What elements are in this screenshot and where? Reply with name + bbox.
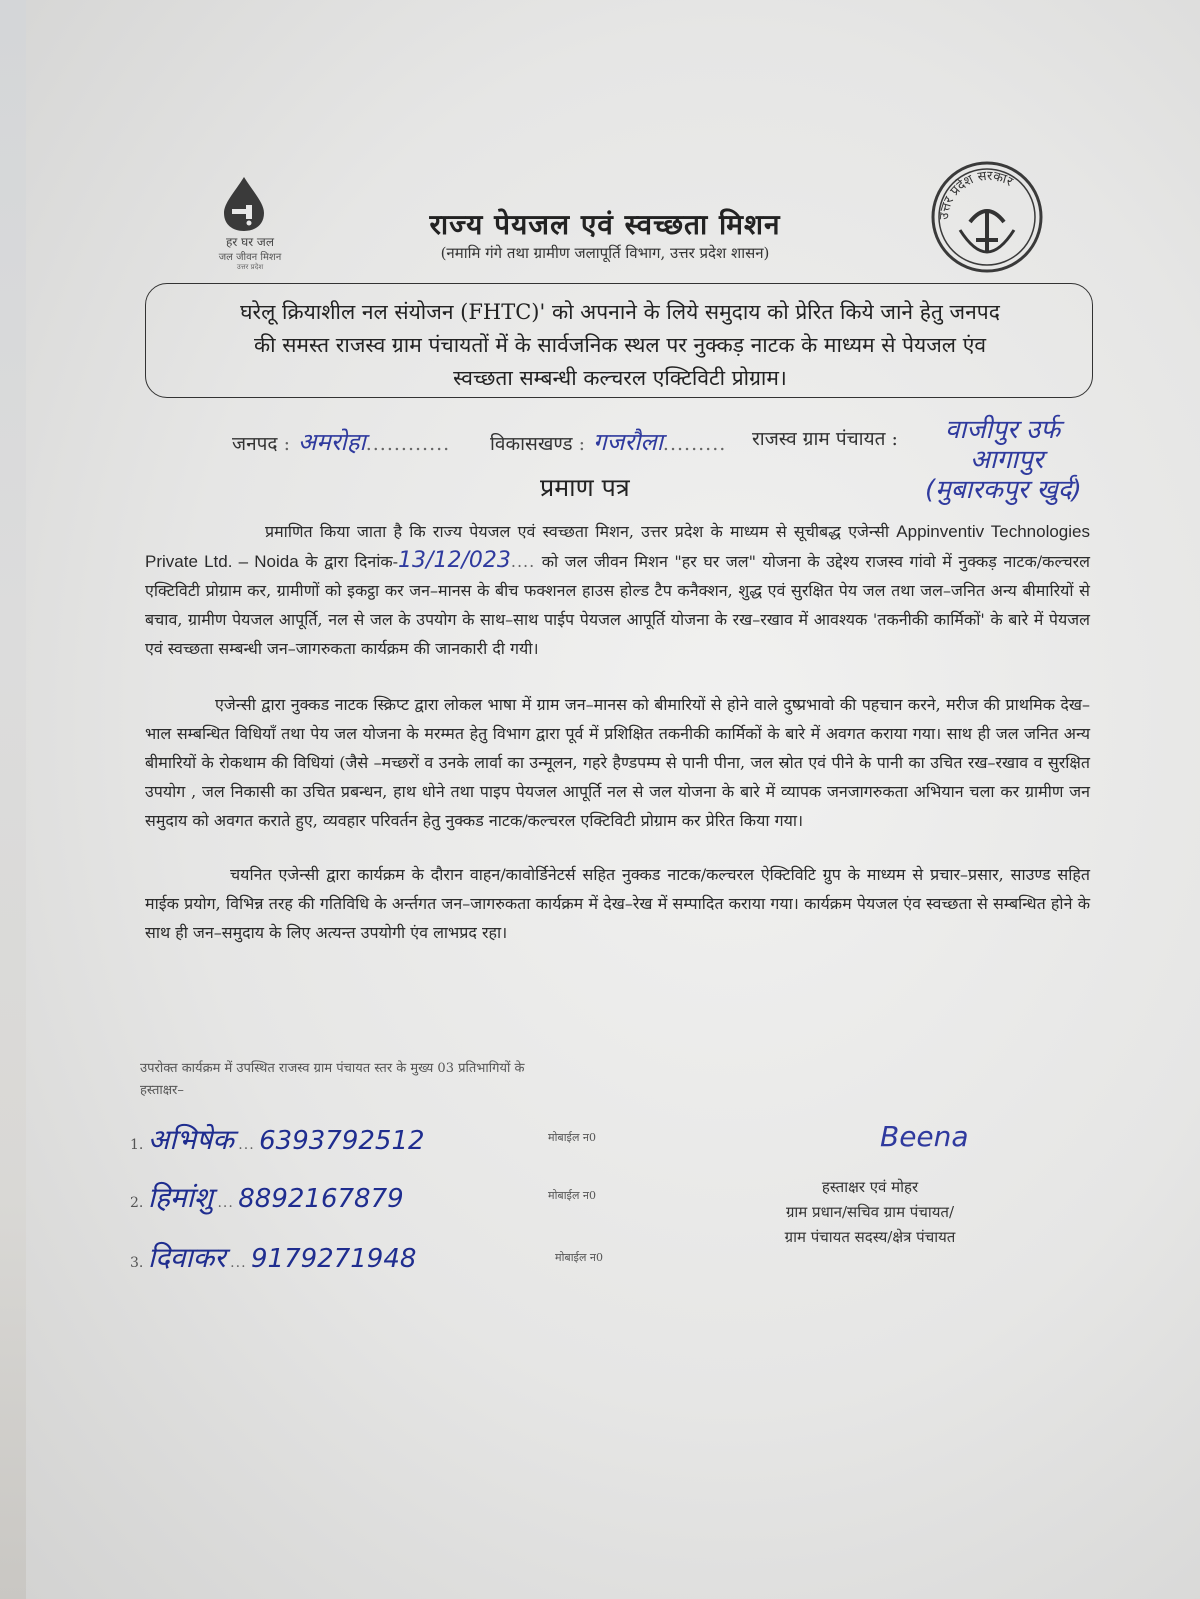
certificate-paragraph-1: प्रमाणित किया जाता है कि राज्य पेयजल एवं स्वच्छता मिशन, उत्तर प्रदेश के माध्यम से सूचीबद्ध एजेन्सी Appinventiv Technologies Private Ltd. – Noida के द्वारा दिनांक-13/12/023.... को जल जीवन मिशन "हर घर जल" योजना के उद्देश्य राजस्व गांवो में नुक्कड़ नाटक/कल्चरल एक्टिविटी प्रोग्राम कर, ग्रामीणों को इकट्ठा कर जन–मानस के बीच फक्शनल हाउस होल्ड टैप कनैक्शन, शुद्ध एवं सुरक्षित पेय जल तथा जल–जनित अन्य बीमारियों से बचाव, ग्रामीण पेयजल आपूर्ति, नल से जल के उपयोग के साथ–साथ पाईप पेयजल आपूर्ति योजना के रख–रखाव में आवश्यक 'तकनीकी कार्मिकों' के बारे में पेयजल एवं स्वच्छता सम्बन्धी जन–जागरुकता कार्यक्रम की जानकारी दी गयी। (145, 522, 1091, 658)
participants-intro-line: उपरोक्त कार्यक्रम में उपस्थित राजस्व ग्राम पंचायत स्तर के मुख्य 03 प्रतिभागियों के (140, 1061, 525, 1076)
para1-text: को जल जीवन मिशन "हर घर जल" योजना के उद्देश्य राजस्व गांवो में नुक्कड़ नाटक/कल्चरल एक्टिविटी प्रोग्राम कर, ग्रामीणों को इकट्ठा कर जन–मानस के बीच फक्शनल हाउस होल्ड टैप कनैक्शन, शुद्ध एवं सुरक्षित पेय जल तथा जल–जनित अन्य बीमारियों से बचाव, ग्रामीण पेयजल आपूर्ति, नल से जल के उपयोग के साथ–साथ पाईप पेयजल आपूर्ति योजना के रख–रखाव में आवश्यक 'तकनीकी कार्मिकों' के बारे में पेयजल एवं स्वच्छता सम्बन्धी जन–जागरुकता कार्यक्रम की जानकारी दी गयी। (145, 552, 1091, 658)
logo-caption: उत्तर प्रदेश (236, 263, 264, 271)
program-description-box (145, 283, 1093, 398)
janpad-value: अमरोहा (298, 428, 366, 456)
participant-number: 2. (130, 1195, 144, 1211)
signatory-line: हस्ताक्षर एवं मोहर (821, 1178, 919, 1196)
signatory-line: ग्राम पंचायत सदस्य/क्षेत्र पंचायत (784, 1228, 956, 1246)
janpad-field: जनपद : अमरोहा............ (232, 428, 451, 456)
mobile-label: मोबाईल न0 (548, 1189, 597, 1202)
participant-name: दिवाकर (147, 1241, 226, 1274)
program-line: स्वच्छता सम्बन्धी कल्चरल एक्टिविटी प्रोग्राम। (453, 366, 787, 390)
participant-mobile: 8892167879 (238, 1184, 404, 1214)
program-line: घरेलू क्रियाशील नल संयोजन (FHTC)' को अपनाने के लिये समुदाय को प्रेरित किये जाने हेतु जनपद (240, 300, 1000, 324)
mobile-label: मोबाईल न0 (555, 1251, 604, 1264)
participant-row: 1. अभिषेक ... 6393792512 (130, 1123, 425, 1156)
up-government-seal (930, 160, 1045, 275)
gram-panchayat-value: (मुबारकपुर खुर्द) (925, 475, 1082, 505)
para1-text: के द्वारा दिनांक- (305, 552, 399, 571)
participant-number: 1. (130, 1137, 144, 1153)
gram-panchayat-label: राजस्व ग्राम पंचायत : (752, 428, 898, 450)
certificate-paragraph-2 (145, 690, 1090, 835)
vikaskhand-label: विकासखण्ड (490, 433, 573, 455)
program-line: की समस्त राजस्व ग्राम पंचायतों में के सार्वजनिक स्थल पर नुक्कड़ नाटक के माध्यम से पेयजल एंव (253, 333, 986, 357)
gram-panchayat-value: वाजीपुर उर्फ (945, 415, 1061, 445)
event-date: 13/12/023 (398, 548, 511, 573)
organization-subtitle: (नमामि गंगे तथा ग्रामीण जलापूर्ति विभाग, उत्तर प्रदेश शासन) (440, 244, 770, 262)
participant-name: हिमांशु (147, 1181, 213, 1214)
participant-row: 3. दिवाकर ... 9179271948 (130, 1241, 417, 1274)
participant-mobile: 9179271948 (250, 1244, 417, 1274)
participants-intro (140, 1058, 700, 1102)
certificate-title: प्रमाण पत्र (540, 473, 630, 502)
logo-caption: हर घर जल (226, 235, 274, 249)
participants-intro-line: हस्ताक्षर– (140, 1083, 184, 1098)
organization-title: राज्य पेयजल एवं स्वच्छता मिशन (429, 208, 781, 241)
para3-text: चयनित एजेन्सी द्वारा कार्यक्रम के दौरान वाहन/कावोर्डिनेटर्स सहित नुक्कड नाटक/कल्चरल ऐक्टिविटि ग्रुप के माध्यम से प्रचार–प्रसार, साउण्ड सहित माईक प्रयोग, विभिन्न तरह की गतिविधि के अर्न्तगत जन–जागरुकता कार्यक्रम में देख–रेख में सम्पादित कराया गया। कार्यक्रम पेयजल एंव स्वच्छता से सम्बन्धित होने के साथ ही जन–समुदाय के लिए अत्यन्त उपयोगी एंव लाभप्रद रहा। (145, 865, 1090, 942)
gram-panchayat-value: आगापुर (970, 445, 1044, 475)
janpad-label: जनपद (232, 433, 278, 455)
participant-number: 3. (130, 1255, 144, 1271)
water-drop-icon (220, 175, 268, 233)
logo-caption: जल जीवन मिशन (218, 252, 282, 263)
signatory-line: ग्राम प्रधान/सचिव ग्राम पंचायत/ (785, 1203, 955, 1221)
jal-jeevan-mission-logo (200, 175, 300, 275)
vikaskhand-value: गजरौला (593, 428, 663, 456)
vikaskhand-field: विकासखण्ड : गजरौला......... (490, 428, 727, 456)
participant-name: अभिषेक (147, 1123, 234, 1156)
para1-text: प्रमाणित किया जाता है कि राज्य पेयजल एवं स्वच्छता मिशन, उत्तर प्रदेश के माध्यम से सूचीबद्ध एजेन्सी (265, 522, 890, 541)
participant-row: 2. हिमांशु ... 8892167879 (130, 1181, 404, 1214)
certificate-paragraph-3 (145, 860, 1090, 947)
signatory-signature: Beena (880, 1120, 969, 1153)
participant-mobile: 6393792512 (259, 1126, 425, 1156)
para2-text: एजेन्सी द्वारा नुक्कड नाटक स्क्रिप्ट द्वारा लोकल भाषा में ग्राम जन–मानस को बीमारियों से होने वाले दुष्प्रभावो की पहचान करने, मरीज की प्राथमिक देख–भाल सम्बन्धित विधियाँ तथा पेय जल योजना के मरम्मत हेतु विभाग द्वारा पूर्व में प्रशिक्षित तकनीकी कार्मिकों के बारे में अवगत कराया गया। साथ ही जल जनित अन्य बीमारियों के रोकथाम की विधियां (जैसे –मच्छरों व उनके लार्वा का उन्मूलन, गहरे हैण्डपम्प से पानी पीना, जल स्रोत एवं पीने के पानी का उचित रख–रखाव व सुरक्षित उपयोग , जल निकासी का उचित प्रबन्धन, हाथ धोने तथा पाइप पेयजल आपूर्ति नल से जल योजना के बारे में व्यापक जनजागरुकता अभियान चला कर ग्रामीण जन समुदाय को अवगत कराते हुए, व्यवहार परिवर्तन हेतु नुक्कड नाटक/कल्चरल एक्टिविटी प्रोग्राम कर प्रेरित किया गया। (145, 695, 1090, 830)
svg-text:उत्तर प्रदेश सरकार: उत्तर प्रदेश सरकार (936, 168, 1016, 221)
agency-name: Appinventiv Technologies Private Ltd. – Noida (145, 522, 1090, 571)
signatory-block (720, 1175, 1020, 1250)
mobile-label: मोबाईल न0 (548, 1131, 597, 1144)
